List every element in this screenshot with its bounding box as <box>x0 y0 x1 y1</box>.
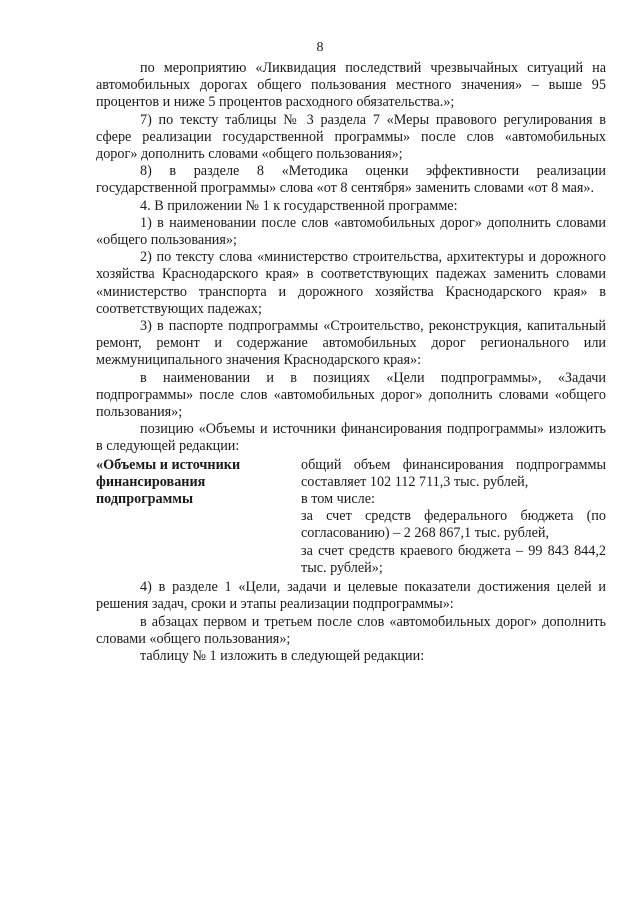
paragraph: 2) по тексту слова «министерство строительства, архитектуры и дорожного хозяйства Краснодарского края» в соответствующих падежах заменить словами «министерство транспорта и дорожного хозяйства Краснодарского края» в соответствующих падежах; <box>96 249 606 317</box>
paragraph: таблицу № 1 изложить в следующей редакции: <box>140 647 425 664</box>
paragraph: в абзацах первом и третьем после слов «автомобильных дорог» дополнить словами «общего пользования»; <box>96 613 606 647</box>
paragraph: по мероприятию «Ликвидация последствий чрезвычайных ситуаций на автомобильных дорогах общего пользования местного значения» – выше 95 процентов и ниже 5 процентов расходного обязательства.»; <box>96 60 606 111</box>
funding-line: за счет средств федерального бюджета (по согласованию) – 2 268 867,1 тыс. рублей, <box>301 508 606 542</box>
funding-line: в том числе: <box>301 491 375 508</box>
paragraph: позицию «Объемы и источники финансирования подпрограммы» изложить в следующей редакции: <box>96 421 606 455</box>
paragraph: 7) по тексту таблицы № 3 раздела 7 «Меры правового регулирования в сфере реализации государственной программы» после слов «автомобильных дорог» дополнить словами «общего пользования»; <box>96 111 606 163</box>
paragraph: 4) в разделе 1 «Цели, задачи и целевые показатели достижения целей и решения задач, сроки и этапы реализации подпрограммы»: <box>96 579 606 613</box>
funding-line: общий объем финансирования подпрограммы составляет 102 112 711,3 тыс. рублей, <box>301 456 606 490</box>
paragraph: в наименовании и в позициях «Цели подпрограммы», «Задачи подпрограммы» после слов «автомобильных дорог» дополнить словами «общего пользования»; <box>96 369 606 421</box>
funding-line: за счет средств краевого бюджета – 99 843 844,2 тыс. рублей»; <box>301 542 606 576</box>
funding-sources-label: «Объемы и источники финансирования подпрограммы <box>96 456 241 508</box>
paragraph: 8) в разделе 8 «Методика оценки эффективности реализации государственной программы» слова «от 8 сентября» заменить словами «от 8 мая». <box>96 163 606 197</box>
funding-sources-block <box>96 457 606 577</box>
paragraph: 1) в наименовании после слов «автомобильных дорог» дополнить словами «общего пользования»; <box>96 214 606 249</box>
paragraph: 3) в паспорте подпрограммы «Строительство, реконструкция, капитальный ремонт, ремонт и содержание автомобильных дорог регионального или межмуниципального значения Краснодарского края»: <box>96 318 606 369</box>
paragraph: 4. В приложении № 1 к государственной программе: <box>140 197 458 214</box>
document-body <box>96 60 606 665</box>
funding-sources-text <box>301 457 606 577</box>
page-number: 8 <box>316 40 324 55</box>
